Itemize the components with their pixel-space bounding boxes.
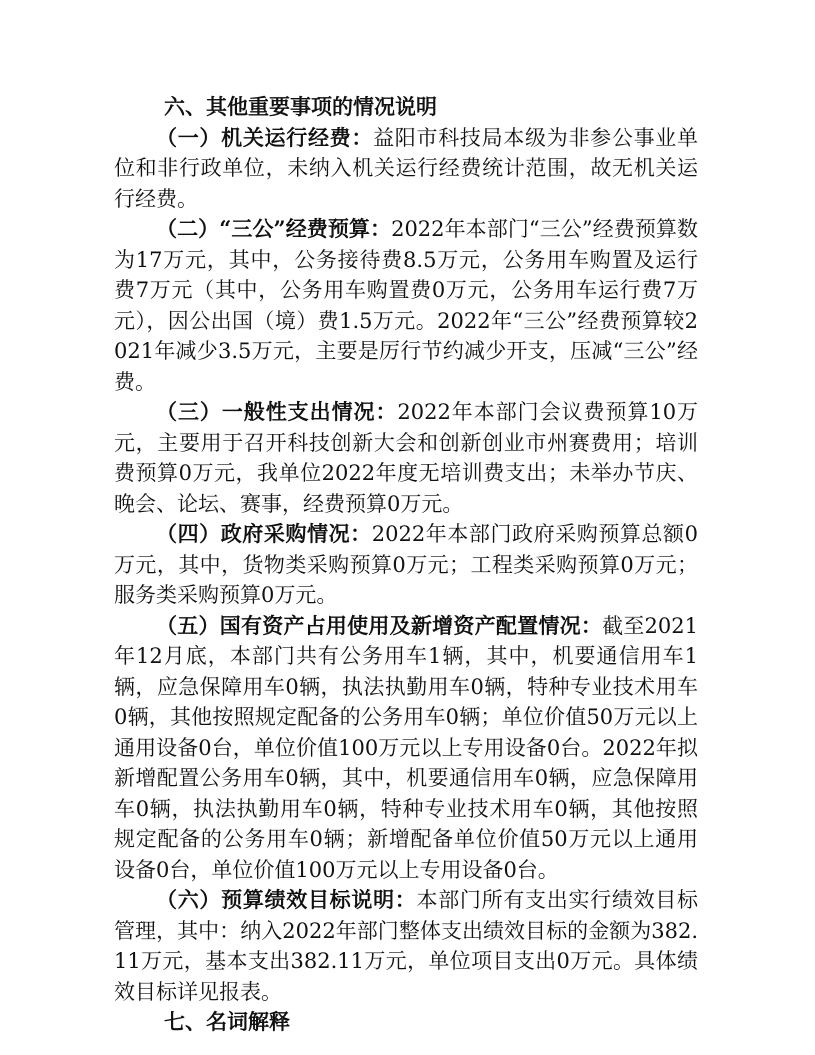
item-6-paragraph [114,885,698,1007]
item-6-text: 本部门所有支出实行绩效目标管理，其中：纳入2022年部门整体支出绩效目标的金额为382.11万元，基本支出382.11万元，单位项目支出0万元。具体绩效目标详见报表。 [114,888,698,1004]
item-2-text: 2022年本部门“三公”经费预算数为17万元，其中，公务接待费8.5万元，公务用车购置及运行费7万元（其中，公务用车购置费0万元，公务用车运行费7万元），因公出国（境）费1.5万元。2022年“三公”经费预算较2021年减少3.5万元，主要是厉行节约减少开支，压减“三公”经费。 [114,217,698,394]
item-5-paragraph [114,611,698,886]
item-5-text: 截至2021年12月底，本部门共有公务用车1辆，其中，机要通信用车1辆，应急保障用车0辆，执法执勤用车0辆，特种专业技术用车0辆，其他按照规定配备的公务用车0辆；单位价值50万元以上通用设备0台，单位价值100万元以上专用设备0台。2022年拟新增配置公务用车0辆，其中，机要通信用车0辆，应急保障用车0辆，执法执勤用车0辆，特种专业技术用车0辆，其他按照规定配备的公务用车0辆；新增配备单位价值50万元以上通用设备0台，单位价值100万元以上专用设备0台。 [114,613,699,882]
item-4-text: 2022年本部门政府采购预算总额0万元，其中，货物类采购预算0万元；工程类采购预算0万元；服务类采购预算0万元。 [114,522,698,607]
item-3-label: （三）一般性支出情况： [156,399,398,424]
item-3-text: 2022年本部门会议费预算10万元，主要用于召开科技创新大会和创新创业市州赛费用；培训费预算0万元，我单位2022年度无培训费支出；未举办节庆、晚会、论坛、赛事，经费预算0万元。 [114,400,699,516]
item-4-paragraph [114,519,698,611]
item-1-paragraph [114,123,698,215]
item-1-label: （一）机关运行经费： [156,124,374,150]
item-3-paragraph [114,397,698,519]
item-2-label: （二）“三公”经费预算： [156,216,392,241]
item-4-label: （四）政府采购情况： [156,521,372,546]
section-six-heading: 六、其他重要事项的情况说明 [164,94,437,119]
item-5-label: （五）国有资产占用使用及新增资产配置情况： [156,612,603,638]
item-1-text: 益阳市科技局本级为非参公事业单位和非行政单位，未纳入机关运行经费统计范围，故无机关运行经费。 [114,125,699,211]
item-6-label: （六）预算绩效目标说明： [156,887,417,912]
item-2-paragraph [114,214,698,397]
document-body [114,92,698,1038]
section-seven-heading: 七、名词解释 [164,1009,290,1034]
